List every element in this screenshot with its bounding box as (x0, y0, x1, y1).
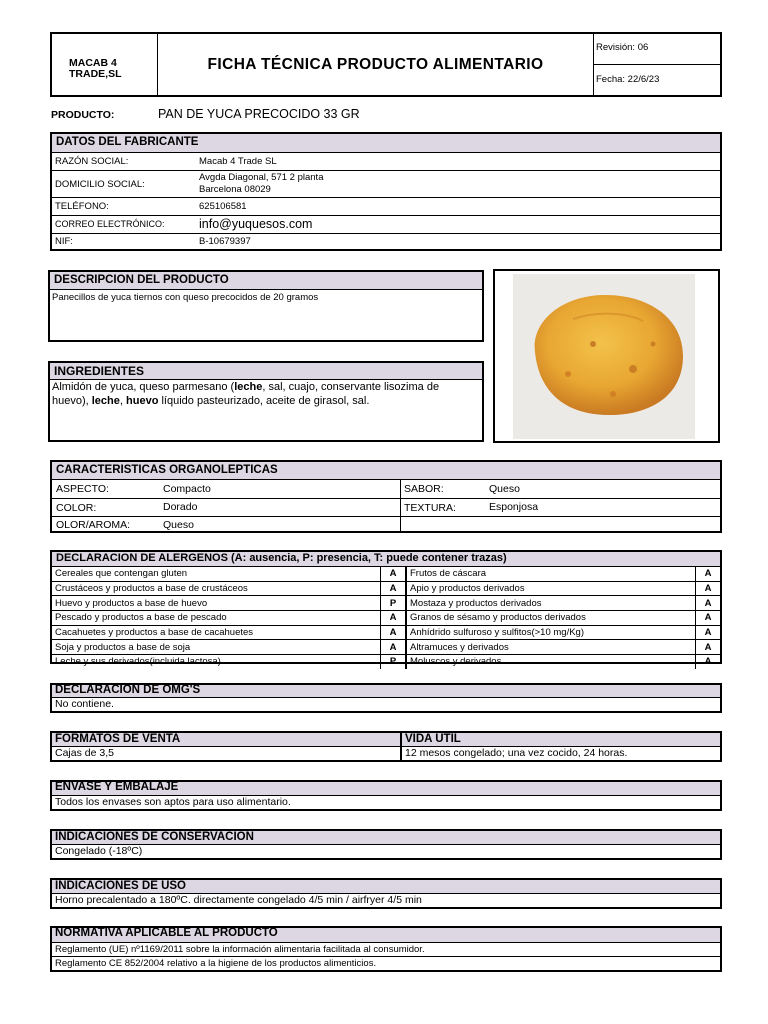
allergen-status: A (381, 625, 407, 640)
regulation-1: Reglamento (UE) nº1169/2011 sobre la información alimentaria facilitada al consumidor. (52, 943, 720, 957)
format-text: Cajas de 3,5 (55, 747, 114, 759)
organoleptic-row-1 (52, 480, 720, 498)
allergen-name: Apio y productos derivados (406, 581, 696, 596)
manufacturer-section (50, 132, 722, 251)
storage-title: INDICACIONES DE CONSERVACION (52, 831, 720, 845)
storage-text: Congelado (-18ºC) (55, 845, 143, 857)
product-label: PRODUCTO: (51, 109, 115, 121)
shelf-life-text: 12 mesos congelado; una vez cocido, 24 horas. (405, 747, 628, 759)
company-cell (52, 34, 158, 95)
allergen-status: A (696, 611, 721, 626)
allergens-title: DECLARACION DE ALERGENOS (A: ausencia, P: presencia, T: puede contener trazas) (52, 552, 720, 567)
allergen-name: Cacahuetes y productos a base de cacahuetes (52, 625, 381, 640)
document-title: FICHA TÉCNICA PRODUCTO ALIMENTARIO (207, 56, 544, 73)
allergen-status: A (381, 581, 407, 596)
textura-value: Esponjosa (489, 501, 539, 513)
product-name: PAN DE YUCA PRECOCIDO 33 GR (158, 107, 360, 121)
regulations-section (50, 926, 722, 972)
razon-value: Macab 4 Trade SL (199, 156, 277, 167)
usage-section (50, 878, 722, 909)
packaging-section (50, 780, 722, 811)
allergen-leche: leche (91, 395, 120, 407)
allergens-section (50, 550, 722, 668)
organoleptic-row-2 (52, 498, 720, 516)
allergen-name: Anhídrido sulfuroso y sulfitos(>10 mg/Kg) (406, 625, 696, 640)
ingredients-part: Almidón de yuca, queso parmesano ( (52, 381, 235, 393)
allergen-status: A (381, 567, 407, 581)
nif-label: NIF: (55, 236, 73, 247)
allergen-name: Soja y productos a base de soja (52, 640, 381, 655)
allergen-name: Huevo y productos a base de huevo (52, 596, 381, 611)
allergens-table (52, 567, 720, 669)
gmo-text: No contiene. (55, 698, 114, 710)
domicilio-value-2: Barcelona 08029 (199, 184, 271, 195)
allergen-status: A (696, 581, 721, 596)
ingredients-title: INGREDIENTES (50, 363, 482, 380)
allergen-status: P (381, 596, 407, 611)
regulation-2: Reglamento CE 852/2004 relativo a la higiene de los productos alimenticios. (55, 958, 377, 969)
domicilio-label: DOMICILIO SOCIAL: (55, 179, 145, 190)
olor-value: Queso (163, 519, 194, 531)
aspecto-label: ASPECTO: (56, 483, 109, 495)
allergen-row (52, 625, 720, 640)
nif-value: B-10679397 (199, 236, 251, 247)
shelf-life-title: VIDA UTIL (402, 733, 720, 747)
gmo-title: DECLARACION DE OMG'S (52, 685, 720, 698)
allergen-status: A (696, 596, 721, 611)
revision-cell (593, 34, 720, 65)
ingredients-part: líquido pasteurizado, aceite de girasol, sal. (158, 395, 370, 407)
manufacturer-row-razon (52, 152, 720, 170)
gmo-section (50, 683, 722, 713)
telefono-label: TELÉFONO: (55, 201, 109, 212)
organoleptic-divider (400, 480, 401, 531)
allergen-leche: leche (234, 381, 263, 393)
manufacturer-row-telefono (52, 197, 720, 215)
date-label: Fecha: 22/6/23 (596, 74, 660, 85)
allergen-status: A (696, 625, 721, 640)
allergen-name: Mostaza y productos derivados (406, 596, 696, 611)
date-cell (593, 65, 720, 95)
allergen-name: Cereales que contengan gluten (55, 568, 188, 580)
product-photo (513, 274, 695, 439)
usage-text: Horno precalentado a 180ºC. directamente congelado 4/5 min / airfryer 4/5 min (55, 894, 422, 906)
color-label: COLOR: (56, 502, 97, 514)
packaging-text: Todos los envases son aptos para uso alimentario. (55, 796, 291, 808)
allergen-row (52, 611, 720, 626)
company-name: MACAB 4 TRADE,SL (69, 57, 122, 80)
allergen-name: Pescado y productos a base de pescado (52, 611, 381, 626)
ingredients-section (48, 361, 484, 442)
allergen-name: Altramuces y derivados (406, 640, 696, 655)
razon-label: RAZÓN SOCIAL: (55, 156, 129, 167)
allergen-status: A (381, 611, 407, 626)
allergen-huevo: huevo (126, 395, 159, 407)
storage-section (50, 829, 722, 860)
allergen-status: A (696, 640, 721, 655)
regulations-title: NORMATIVA APLICABLE AL PRODUCTO (52, 928, 720, 943)
olor-label: OLOR/AROMA: (56, 519, 131, 531)
product-photo-frame (493, 269, 720, 443)
allergen-row (52, 655, 720, 669)
allergen-status: A (696, 567, 721, 581)
allergen-name: Granos de sésamo y productos derivados (406, 611, 696, 626)
revision-label: Revisión: 06 (596, 42, 649, 53)
allergen-name: Leche y sus derivados(incluida lactosa) (52, 655, 381, 669)
allergen-status: P (381, 655, 407, 669)
description-section (48, 270, 484, 342)
allergen-row (52, 581, 720, 596)
telefono-value: 625106581 (199, 201, 247, 212)
organoleptic-section (50, 460, 722, 533)
shelf-life-col (400, 733, 720, 760)
document-header (50, 32, 722, 97)
manufacturer-title: DATOS DEL FABRICANTE (52, 134, 720, 152)
allergen-status: A (696, 655, 721, 669)
aspecto-value: Compacto (163, 483, 211, 495)
manufacturer-row-correo (52, 215, 720, 233)
sales-format-section (50, 731, 722, 762)
allergen-status: A (381, 640, 407, 655)
sabor-label: SABOR: (404, 483, 444, 495)
format-title: FORMATOS DE VENTA (52, 733, 400, 747)
organoleptic-title: CARACTERISTICAS ORGANOLEPTICAS (52, 462, 720, 480)
manufacturer-row-domicilio (52, 170, 720, 197)
ingredients-part: , (119, 395, 127, 407)
description-text: Panecillos de yuca tiernos con queso precocidos de 20 gramos (52, 292, 319, 303)
packaging-title: ENVASE Y EMBALAJE (52, 782, 720, 796)
textura-label: TEXTURA: (404, 502, 456, 514)
correo-label: CORREO ELECTRÓNICO: (55, 219, 165, 229)
usage-title: INDICACIONES DE USO (52, 880, 720, 894)
format-col (52, 733, 400, 760)
sabor-value: Queso (489, 483, 520, 495)
ingredients-part: , sal, cuajo, conservante lisozima de huevo), (52, 381, 440, 407)
allergens-table-wrap (52, 567, 720, 669)
domicilio-value: Avgda Diagonal, 571 2 planta (199, 172, 324, 183)
allergen-name: Crustáceos y productos a base de crustáceos (52, 581, 381, 596)
allergen-name: Moluscos y derivados (406, 655, 696, 669)
allergen-row (52, 640, 720, 655)
allergen-row (52, 596, 720, 611)
organoleptic-row-3 (52, 516, 720, 531)
allergen-row (52, 567, 720, 581)
color-value: Dorado (163, 501, 198, 513)
allergen-name: Frutos de cáscara (406, 567, 696, 581)
description-title: DESCRIPCION DEL PRODUCTO (50, 272, 482, 290)
manufacturer-row-nif (52, 233, 720, 249)
ingredients-text (52, 380, 478, 408)
correo-value[interactable]: info@yuquesos.com (199, 217, 313, 231)
